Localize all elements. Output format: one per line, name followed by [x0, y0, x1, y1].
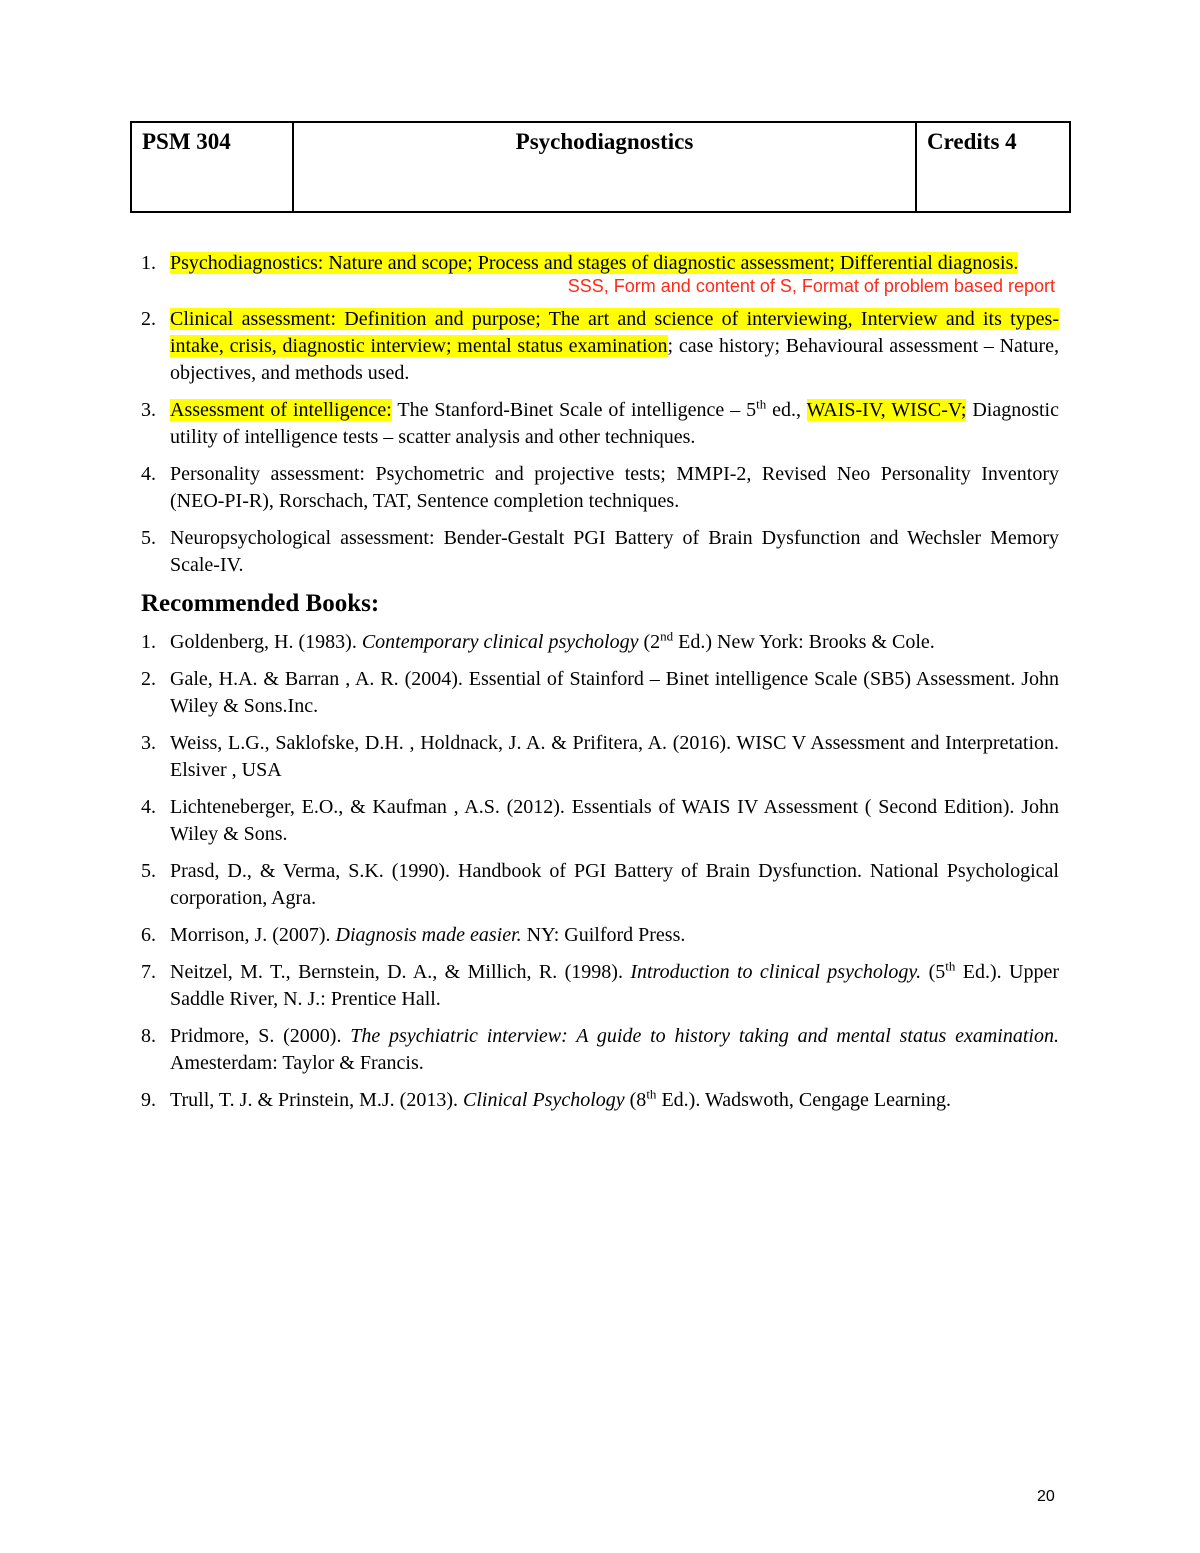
highlighted-text: Clinical assessment: Definition and purpose; The art and science of interviewing, Interview and its types- intake, crisis, diagnostic interview; mental status examination	[170, 308, 1059, 357]
course-header-table	[130, 121, 1071, 213]
list-item: 2. Gale, H.A. & Barran , A. R. (2004). Essential of Stainford – Binet intelligence Scale (SB5) Assessment. John Wiley & Sons.Inc.	[141, 668, 1059, 717]
list-item: 3. Assessment of intelligence: The Stanford-Binet Scale of intelligence – 5th ed., WAIS-IV, WISC-V; Diagnostic utility of intelligence tests – scatter analysis and other techniques.	[141, 396, 1059, 448]
highlighted-text: Psychodiagnostics: Nature and scope; Process and stages of diagnostic assessment; Differential diagnosis.	[170, 252, 1019, 274]
list-item: 9. Trull, T. J. & Prinstein, M.J. (2013). Clinical Psychology (8th Ed.). Wadswoth, Cengage Learning.	[141, 1086, 952, 1111]
syllabus-content	[141, 250, 1059, 1124]
list-item: 6. Morrison, J. (2007). Diagnosis made easier. NY: Guilford Press.	[141, 924, 686, 946]
list-item: 7. Neitzel, M. T., Bernstein, D. A., & Millich, R. (1998). Introduction to clinical psychology. (5th Ed.). Upper Saddle River, N. J.: Prentice Hall.	[141, 958, 1059, 1010]
course-credits: Credits 4	[916, 122, 1070, 212]
book-list	[141, 629, 1059, 1114]
recommended-books-heading: Recommended Books:	[141, 590, 380, 617]
list-item: 4. Lichteneberger, E.O., & Kaufman , A.S. (2012). Essentials of WAIS IV Assessment ( Second Edition). John Wiley & Sons.	[141, 796, 1059, 845]
course-title: Psychodiagnostics	[293, 122, 916, 212]
list-item: 1. Goldenberg, H. (1983). Contemporary clinical psychology (2nd Ed.) New York: Brooks & Cole.	[141, 628, 935, 653]
course-code: PSM 304	[131, 122, 293, 212]
list-item: 4. Personality assessment: Psychometric and projective tests; MMPI-2, Revised Neo Personality Inventory (NEO-PI-R), Rorschach, TAT, Sentence completion techniques.	[141, 463, 1059, 512]
list-item: 2. Clinical assessment: Definition and purpose; The art and science of interviewing, Interview and its types- intake, crisis, diagnostic interview; mental status examination; case history; Behavioural assessment – Nature, objectives, and methods used.	[141, 308, 1059, 384]
list-item: 5. Neuropsychological assessment: Bender-Gestalt PGI Battery of Brain Dysfunction and Wechsler Memory Scale-IV.	[141, 527, 1059, 576]
highlighted-text: Assessment of intelligence:	[170, 399, 392, 421]
list-item: 5. Prasd, D., & Verma, S.K. (1990). Handbook of PGI Battery of Brain Dysfunction. National Psychological corporation, Agra.	[141, 860, 1059, 909]
topic-list	[141, 250, 1059, 579]
list-item: 1. Psychodiagnostics: Nature and scope; Process and stages of diagnostic assessment; Differential diagnosis. SSS, Form and content of S, Format of problem based report	[141, 252, 1055, 296]
highlighted-text: WAIS-IV, WISC-V;	[806, 399, 967, 421]
list-item: 3. Weiss, L.G., Saklofske, D.H. , Holdnack, J. A. & Prifitera, A. (2016). WISC V Assessment and Interpretation. Elsiver , USA	[141, 732, 1059, 781]
list-item: 8. Pridmore, S. (2000). The psychiatric interview: A guide to history taking and mental status examination. Amesterdam: Taylor & Francis.	[141, 1025, 1059, 1074]
handwritten-note: SSS, Form and content of S, Format of problem based report	[567, 276, 1055, 296]
page-number: 20	[1037, 1488, 1055, 1505]
